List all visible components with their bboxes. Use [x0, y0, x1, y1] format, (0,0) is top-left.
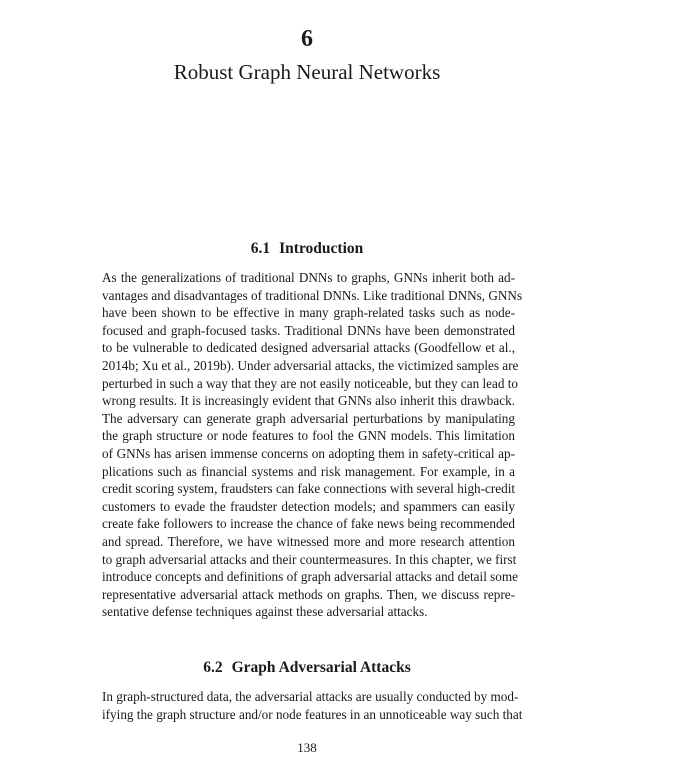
text-line: representative adversarial attack methods on graphs. Then, we discuss repre- — [102, 586, 515, 602]
section-title: Graph Adversarial Attacks — [231, 659, 411, 676]
text-line: sentative defense techniques against these adversarial attacks. — [102, 604, 428, 620]
text-line: wrong results. It is increasingly evident that GNNs also inherit this drawback. — [102, 393, 515, 409]
page-number: 138 — [297, 740, 317, 755]
section-number: 6.1 — [250, 240, 271, 257]
text-line: credit scoring system, fraudsters can fake connections with several high-credit — [102, 481, 516, 497]
text-line: to be vulnerable to dedicated designed adversarial attacks (Goodfellow et al., — [102, 340, 515, 356]
text-line: As the generalizations of traditional DNNs to graphs, GNNs inherit both ad- — [102, 270, 515, 285]
text-line: plications such as financial systems and risk management. For example, in a — [102, 463, 515, 479]
section-number: 6.2 — [203, 659, 223, 676]
text-line: customers to evade the fraudster detection models; and spammers can easily — [102, 498, 515, 514]
text-line: The adversary can generate graph adversarial perturbations by manipulating — [102, 410, 515, 426]
text-line: introduce concepts and definitions of graph adversarial attacks and detail some — [102, 569, 518, 585]
text-line: perturbed in such a way that they are not easily noticeable, but they can lead to — [102, 375, 518, 391]
section-heading-introduction — [0, 240, 614, 258]
text-line: In graph-structured data, the adversarial attacks are usually conducted by mod- — [102, 689, 519, 704]
chapter-title: Robust Graph Neural Networks — [173, 60, 441, 84]
text-line: have been shown to be effective in many graph-related tasks such as node- — [102, 305, 515, 321]
chapter-number: 6 — [301, 26, 313, 52]
text-line: vantages and disadvantages of traditional DNNs. Like traditional DNNs, GNNs — [102, 287, 523, 303]
text-line: 2014b; Xu et al., 2019b). Under adversarial attacks, the victimized samples are — [102, 357, 519, 373]
text-line: the graph structure or node features to fool the GNN models. This limitation — [102, 428, 515, 444]
text-line: to graph adversarial attacks and their countermeasures. In this chapter, we first — [102, 551, 517, 567]
text-line: and spread. Therefore, we have witnessed more and more research attention — [102, 533, 515, 549]
section-heading-graph-adversarial-attacks — [0, 659, 614, 677]
text-line: focused and graph-focused tasks. Traditional DNNs have been demonstrated — [102, 322, 515, 338]
text-line: create fake followers to increase the chance of fake news being recommended — [102, 516, 515, 532]
text-line: ifying the graph structure and/or node features in an unnoticeable way such that — [102, 706, 523, 722]
graph-adversarial-attacks-paragraph — [102, 688, 523, 723]
introduction-paragraph — [102, 269, 523, 621]
section-title: Introduction — [279, 240, 364, 257]
text-line: of GNNs has arisen immense concerns on adopting them in safety-critical ap- — [102, 445, 515, 461]
